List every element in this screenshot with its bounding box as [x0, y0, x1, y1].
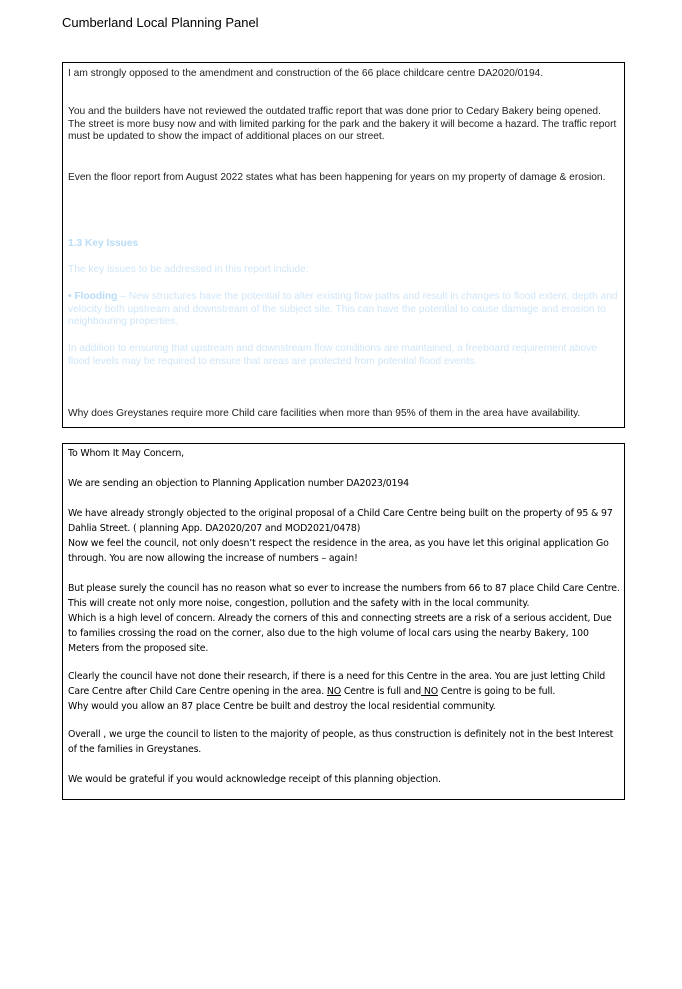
submission1-paragraph-2: You and the builders have not reviewed the outdated traffic report that was done prior to Cedary Bakery being opened. The street is more busy now and with limited parking for the park and the bakery it will become a hazard. The traffic report must be updated to show the impact of additional places on our street. [68, 106, 617, 143]
paragraph-4-part-b: Centre is full and [341, 686, 421, 697]
quoted-flooding-text: – New structures have the potential to alter existing flow paths and result in changes to flood extent, depth and velocity both upstream and downstream of the subject site. This can have the potential to cause damage and erosion to neighbouring properties. [68, 291, 618, 328]
no-emphasis-1: NO [326, 686, 341, 697]
quoted-flooding-label: • Flooding [68, 291, 118, 302]
submission2-paragraph-1: We are sending an objection to Planning Application number DA2023/0194 [68, 478, 409, 489]
quoted-flooding-item [68, 291, 620, 329]
no-emphasis-2: NO [421, 686, 438, 697]
page-title: Cumberland Local Planning Panel [62, 15, 259, 30]
paragraph-4-part-c: Centre is going to be full. Why would you allow an 87 place Centre be built and destroy the local residential community. [68, 686, 556, 712]
quoted-addition: In addition to ensuring that upstream and downstream flow conditions are maintained, a freeboard requirement above flood levels may be required to ensure that areas are protected from potential flood events. [68, 343, 597, 367]
submission2-paragraph-3: But please surely the council has no reason what so ever to increase the numbers from 66 to 87 place Child Care Centre. This will create not only more noise, congestion, pollution and the safety with in the local community. Which is a high level of concern. Already the corners of this and connecting streets are a risk of a serious accident, Due to families crossing the road on the corner, also due to the high volume of local cars using the nearby Bakery, 100 Meters from the proposed site. [68, 583, 620, 654]
submission1-paragraph-3: Even the floor report from August 2022 states what has been happening for years on my property of damage & erosion. [68, 172, 606, 183]
submission2-paragraph-4 [68, 669, 620, 714]
submission2-paragraph-2: We have already strongly objected to the original proposal of a Child Care Centre being built on the property of 95 & 97 Dahlia Street. ( planning App. DA2020/207 and MOD2021/0478) Now we feel the council, not only doesn’t respect the residence in the area, as you have let this original application Go through. You are now allowing the increase of numbers – again! [68, 508, 613, 564]
submission-box-2 [62, 443, 625, 800]
submission1-paragraph-1: I am strongly opposed to the amendment and construction of the 66 place childcare centre DA2020/0194. [68, 68, 544, 79]
submission-box-1 [62, 62, 625, 428]
submission2-paragraph-5: Overall , we urge the council to listen to the majority of people, as thus construction is definitely not in the best Interest of the families in Greystanes. [68, 729, 614, 755]
submission1-paragraph-4: Why does Greystanes require more Child care facilities when more than 95% of them in the area have availability. [68, 408, 581, 419]
submission2-paragraph-6: We would be grateful if you would acknowledge receipt of this planning objection. [68, 774, 441, 785]
quoted-intro: The key issues to be addressed in this report include: [68, 264, 309, 275]
salutation: To Whom It May Concern, [68, 448, 184, 459]
quoted-heading: 1.3 Key Issues [68, 238, 139, 249]
paragraph-4-part-a: Clearly the council have not done their research, if there is a need for this Centre in the area. You are just letting Child Care Centre after Child Care Centre opening in the area. [68, 671, 606, 697]
